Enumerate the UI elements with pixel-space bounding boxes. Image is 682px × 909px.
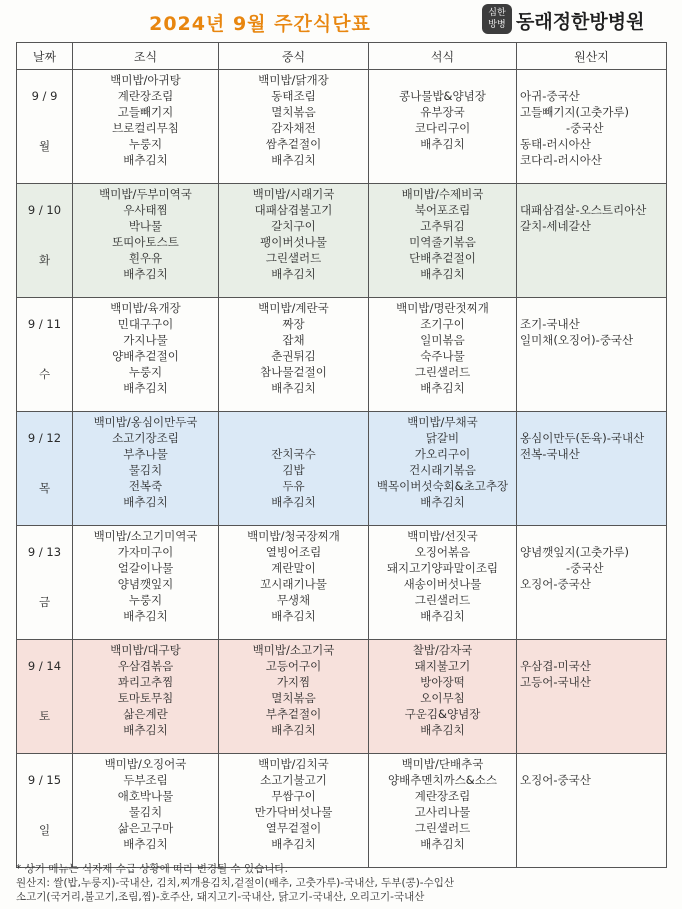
weekday-label: 토 <box>38 709 51 723</box>
day-row <box>17 412 667 526</box>
origin-cell <box>517 70 667 184</box>
breakfast-item: 우사태찜 <box>123 203 168 217</box>
breakfast-item: 민대구구이 <box>117 317 174 331</box>
lunch-item: 갈치구이 <box>271 219 316 233</box>
lunch-item: 계란말이 <box>271 561 316 575</box>
breakfast-item: 토마토무침 <box>117 691 174 705</box>
lunch-item: 배추김치 <box>271 381 316 395</box>
footer-origin-line: 소고기(국거리,불고기,조림,찜)-호주산, 돼지고기-국내산, 닭고기-국내산, 오리고기-국내산 <box>16 891 425 903</box>
dinner-item: 배추김치 <box>420 723 465 737</box>
lunch-cell <box>219 298 369 412</box>
breakfast-item: 배추김치 <box>123 153 168 167</box>
lunch-item: 참나물겉절이 <box>260 365 327 379</box>
dinner-cell <box>369 526 517 640</box>
day-cell <box>17 70 73 184</box>
lunch-item: 열빙어조림 <box>265 545 322 559</box>
origin-item <box>517 722 666 738</box>
origin-item <box>517 462 666 478</box>
dinner-item: 백미밥/명란젓찌개 <box>396 301 489 315</box>
breakfast-item: 백미밥/육개장 <box>110 301 181 315</box>
origin-item <box>517 186 666 202</box>
breakfast-item: 백미밥/소고기미역국 <box>93 529 198 543</box>
breakfast-item: 삶은계란 <box>123 707 168 721</box>
dinner-item: 돼지고기양파말이조림 <box>386 561 499 575</box>
breakfast-item: 두부조림 <box>123 773 168 787</box>
breakfast-item: 배추김치 <box>123 495 168 509</box>
origin-item: -중국산 <box>520 561 604 575</box>
origin-item <box>517 804 666 820</box>
breakfast-item: 백미밥/두부미역국 <box>99 187 192 201</box>
lunch-item: 잡채 <box>282 333 305 347</box>
lunch-item: 그린샐러드 <box>265 251 322 265</box>
date-label: 9 / 13 <box>27 545 62 559</box>
page-header <box>0 0 682 40</box>
day-cell <box>17 412 73 526</box>
breakfast-cell <box>73 526 219 640</box>
lunch-cell <box>219 754 369 868</box>
origin-item <box>517 494 666 510</box>
dinner-cell <box>369 184 517 298</box>
origin-item <box>517 706 666 722</box>
origin-item <box>517 478 666 494</box>
dinner-item: 배미밥/수제비국 <box>401 187 484 201</box>
lunch-item: 가지찜 <box>276 675 311 689</box>
lunch-item: 멸치볶음 <box>271 691 316 705</box>
breakfast-item: 고들빼기지 <box>117 105 174 119</box>
dinner-item: 새송이버섯나물 <box>403 577 482 591</box>
dinner-item: 배추김치 <box>420 267 465 281</box>
dinner-item: 고추튀김 <box>420 219 465 233</box>
origin-cell <box>517 298 667 412</box>
dinner-item: 백미밥/선짓국 <box>407 529 478 543</box>
lunch-item <box>219 430 368 446</box>
dinner-item: 백미밥/단배추국 <box>401 757 484 771</box>
breakfast-item: 양념깻잎지 <box>117 577 174 591</box>
col-header-date: 날짜 <box>17 43 73 70</box>
breakfast-cell <box>73 640 219 754</box>
lunch-cell <box>219 412 369 526</box>
lunch-item: 백미밥/계란국 <box>258 301 329 315</box>
origin-item <box>517 756 666 772</box>
lunch-item: 감자채전 <box>271 121 316 135</box>
weekday-label: 일 <box>38 823 51 837</box>
breakfast-item: 배추김치 <box>123 267 168 281</box>
weekday-label: 금 <box>38 595 51 609</box>
lunch-item: 백미밥/시래기국 <box>252 187 335 201</box>
origin-item <box>517 836 666 852</box>
dinner-item: 찰밥/감자국 <box>412 643 473 657</box>
breakfast-cell <box>73 412 219 526</box>
day-cell <box>17 754 73 868</box>
origin-item: 고들빼기지(고춧가루) <box>520 105 629 119</box>
lunch-cell <box>219 184 369 298</box>
origin-item: 우삼겹-미국산 <box>520 659 591 673</box>
lunch-item: 잔치국수 <box>271 447 316 461</box>
day-cell <box>17 184 73 298</box>
col-header-dinner: 석식 <box>369 43 517 70</box>
dinner-cell <box>369 640 517 754</box>
day-row <box>17 184 667 298</box>
origin-item: 조기-국내산 <box>520 317 580 331</box>
dinner-item: 건시래기볶음 <box>409 463 476 477</box>
breakfast-cell <box>73 754 219 868</box>
breakfast-item: 계란장조림 <box>117 89 174 103</box>
origin-cell <box>517 526 667 640</box>
breakfast-cell <box>73 298 219 412</box>
lunch-item: 만가닥버섯나물 <box>254 805 333 819</box>
day-cell <box>17 526 73 640</box>
breakfast-item: 누룽지 <box>128 593 163 607</box>
origin-item <box>517 592 666 608</box>
origin-cell <box>517 412 667 526</box>
dinner-item: 그린샐러드 <box>414 821 471 835</box>
dinner-cell <box>369 70 517 184</box>
col-header-origin: 원산지 <box>517 43 667 70</box>
origin-cell <box>517 184 667 298</box>
lunch-cell <box>219 640 369 754</box>
breakfast-item: 누룽지 <box>128 137 163 151</box>
lunch-item: 배추김치 <box>271 723 316 737</box>
dinner-item: 배추김치 <box>420 495 465 509</box>
lunch-item: 배추김치 <box>271 495 316 509</box>
col-header-breakfast: 조식 <box>73 43 219 70</box>
breakfast-item: 삶은고구마 <box>117 821 174 835</box>
origin-item: -중국산 <box>520 121 604 135</box>
origin-item <box>517 690 666 706</box>
breakfast-item: 물김치 <box>128 463 163 477</box>
origin-item: 일미채(오징어)-중국산 <box>520 333 634 347</box>
origin-item <box>517 300 666 316</box>
origin-item <box>517 820 666 836</box>
breakfast-item: 박나물 <box>128 219 163 233</box>
lunch-item: 소고기불고기 <box>260 773 327 787</box>
breakfast-item: 배추김치 <box>123 381 168 395</box>
col-header-lunch: 중식 <box>219 43 369 70</box>
lunch-item: 열무겉절이 <box>265 821 322 835</box>
lunch-item: 멸치볶음 <box>271 105 316 119</box>
footer-note: * 상기 메뉴는 식자재 수급 상황에 따라 변경될 수 있습니다. <box>16 863 288 875</box>
origin-item: 고등어-국내산 <box>520 675 591 689</box>
date-label: 9 / 11 <box>27 317 62 331</box>
lunch-item: 팽이버섯나물 <box>260 235 327 249</box>
dinner-item: 계란장조림 <box>414 789 471 803</box>
breakfast-item: 우삼겹볶음 <box>117 659 174 673</box>
breakfast-cell <box>73 184 219 298</box>
breakfast-item: 부추나물 <box>123 447 168 461</box>
dinner-item: 유부장국 <box>420 105 465 119</box>
lunch-item: 백미밥/소고기국 <box>252 643 335 657</box>
lunch-item: 두유 <box>282 479 305 493</box>
lunch-item: 짜장 <box>282 317 305 331</box>
lunch-item: 백미밥/닭개장 <box>258 73 329 87</box>
dinner-item: 양배추멘치까스&소스 <box>388 773 497 787</box>
weekday-label: 수 <box>38 367 51 381</box>
origin-cell <box>517 754 667 868</box>
dinner-cell <box>369 412 517 526</box>
breakfast-item: 배추김치 <box>123 837 168 851</box>
dinner-item: 배추김치 <box>420 137 465 151</box>
day-row <box>17 526 667 640</box>
dinner-item: 코다리구이 <box>414 121 471 135</box>
dinner-item: 단배추겉절이 <box>409 251 476 265</box>
breakfast-item: 또띠아토스트 <box>112 235 179 249</box>
date-label: 9 / 10 <box>27 203 62 217</box>
origin-item <box>517 528 666 544</box>
page-title: 2024년 9월 주간식단표 <box>149 13 371 35</box>
dinner-item: 돼지불고기 <box>414 659 471 673</box>
dinner-item: 조기구이 <box>420 317 465 331</box>
lunch-item: 배추김치 <box>271 153 316 167</box>
origin-item <box>517 414 666 430</box>
breakfast-item: 백미밥/옹심이만두국 <box>93 415 198 429</box>
date-label: 9 / 14 <box>27 659 62 673</box>
dinner-item: 구운김&양념장 <box>404 707 481 721</box>
breakfast-item: 브로컬리무침 <box>112 121 179 135</box>
table-header-row <box>17 43 667 70</box>
origin-item <box>517 788 666 804</box>
origin-item: 오징어-중국산 <box>520 577 591 591</box>
date-label: 9 / 9 <box>31 89 58 103</box>
dinner-item: 일미볶음 <box>420 333 465 347</box>
origin-item: 전복-국내산 <box>520 447 580 461</box>
lunch-item: 배추김치 <box>271 837 316 851</box>
breakfast-item: 흰우유 <box>128 251 163 265</box>
breakfast-item: 얼갈이나물 <box>117 561 174 575</box>
lunch-item: 부추겉절이 <box>265 707 322 721</box>
origin-cell <box>517 640 667 754</box>
breakfast-item: 물김치 <box>128 805 163 819</box>
dinner-item: 닭갈비 <box>425 431 460 445</box>
dinner-item: 오징어볶음 <box>414 545 471 559</box>
breakfast-item: 전복죽 <box>128 479 163 493</box>
breakfast-item: 가지나물 <box>123 333 168 347</box>
origin-item: 양념깻잎지(고춧가루) <box>520 545 629 559</box>
lunch-item: 배추김치 <box>271 267 316 281</box>
origin-item: 아귀-중국산 <box>520 89 580 103</box>
weekday-label: 월 <box>38 139 51 153</box>
dinner-item: 그린샐러드 <box>414 365 471 379</box>
date-label: 9 / 12 <box>27 431 62 445</box>
hospital-name: 동래정한방병원 <box>516 11 645 33</box>
lunch-item: 백미밥/김치국 <box>258 757 329 771</box>
menu-table <box>16 42 667 868</box>
lunch-cell <box>219 526 369 640</box>
breakfast-cell <box>73 70 219 184</box>
breakfast-item: 꽈리고추찜 <box>117 675 174 689</box>
origin-item: 대패삼겹살-오스트리아산 <box>520 203 647 217</box>
origin-item <box>517 642 666 658</box>
lunch-item <box>219 414 368 430</box>
lunch-item: 무쌈구이 <box>271 789 316 803</box>
dinner-item: 콩나물밥&양념장 <box>399 89 486 103</box>
date-label: 9 / 15 <box>27 773 62 787</box>
footer-origin-line: 원산지: 쌀(밥,누룽지)-국내산, 김치,찌개용김치,겉절이(배추, 고춧가루)-국내산, 두부(콩)-수입산 <box>16 877 455 889</box>
breakfast-item: 양배추겉절이 <box>112 349 179 363</box>
logo-text-top: 심한 <box>488 8 506 18</box>
breakfast-item: 소고기장조림 <box>112 431 179 445</box>
day-row <box>17 754 667 868</box>
origin-item: 오징어-중국산 <box>520 773 591 787</box>
origin-item <box>517 72 666 88</box>
breakfast-item: 누룽지 <box>128 365 163 379</box>
dinner-item <box>369 72 516 88</box>
dinner-cell <box>369 754 517 868</box>
dinner-item: 오이무침 <box>420 691 465 705</box>
origin-item: 옹심이만두(돈육)-국내산 <box>520 431 645 445</box>
footer-notes <box>16 862 454 904</box>
origin-item <box>517 234 666 250</box>
breakfast-item: 백미밥/대구탕 <box>110 643 181 657</box>
origin-item: 갈치-세네갈산 <box>520 219 591 233</box>
dinner-cell <box>369 298 517 412</box>
dinner-item: 그린샐러드 <box>414 593 471 607</box>
origin-item: 코다리-러시아산 <box>520 153 602 167</box>
origin-item <box>517 364 666 380</box>
origin-item <box>517 380 666 396</box>
dinner-item: 미역줄기볶음 <box>409 235 476 249</box>
lunch-cell <box>219 70 369 184</box>
dinner-item: 배추김치 <box>420 837 465 851</box>
breakfast-item: 배추김치 <box>123 609 168 623</box>
dinner-item: 고사리나물 <box>414 805 471 819</box>
day-cell <box>17 298 73 412</box>
breakfast-item: 배추김치 <box>123 723 168 737</box>
weekday-label: 화 <box>38 253 51 267</box>
dinner-item: 백목이버섯숙회&초고추장 <box>376 479 509 493</box>
day-row <box>17 298 667 412</box>
breakfast-item: 가자미구이 <box>117 545 174 559</box>
breakfast-item: 백미밥/오징어국 <box>104 757 187 771</box>
logo-text-bottom: 방병 <box>488 20 506 30</box>
origin-item <box>517 608 666 624</box>
dinner-item: 숙주나물 <box>420 349 465 363</box>
dinner-item <box>369 152 516 168</box>
lunch-item: 춘권튀김 <box>271 349 316 363</box>
origin-item <box>517 348 666 364</box>
lunch-item: 무생채 <box>276 593 311 607</box>
lunch-item: 동태조림 <box>271 89 316 103</box>
lunch-item: 김밥 <box>282 463 305 477</box>
dinner-item: 방아장떡 <box>420 675 465 689</box>
lunch-item: 고등어구이 <box>265 659 322 673</box>
origin-item <box>517 266 666 282</box>
dinner-item: 북어포조림 <box>414 203 471 217</box>
lunch-item: 대패삼겹불고기 <box>254 203 333 217</box>
dinner-item: 백미밥/무채국 <box>407 415 478 429</box>
day-row <box>17 640 667 754</box>
lunch-item: 배추김치 <box>271 609 316 623</box>
lunch-item: 백미밥/청국장찌개 <box>247 529 340 543</box>
origin-item: 동태-러시아산 <box>520 137 591 151</box>
dinner-item: 배추김치 <box>420 609 465 623</box>
lunch-item: 쌈추겉절이 <box>265 137 322 151</box>
dinner-item: 배추김치 <box>420 381 465 395</box>
weekday-label: 목 <box>38 481 51 495</box>
hospital-logo <box>482 4 512 34</box>
lunch-item: 꼬시래기나물 <box>260 577 327 591</box>
origin-item <box>517 250 666 266</box>
day-row <box>17 70 667 184</box>
menu-body <box>17 70 667 868</box>
dinner-item: 가오리구이 <box>414 447 471 461</box>
breakfast-item: 애호박나물 <box>117 789 174 803</box>
day-cell <box>17 640 73 754</box>
breakfast-item: 백미밥/아귀탕 <box>110 73 181 87</box>
